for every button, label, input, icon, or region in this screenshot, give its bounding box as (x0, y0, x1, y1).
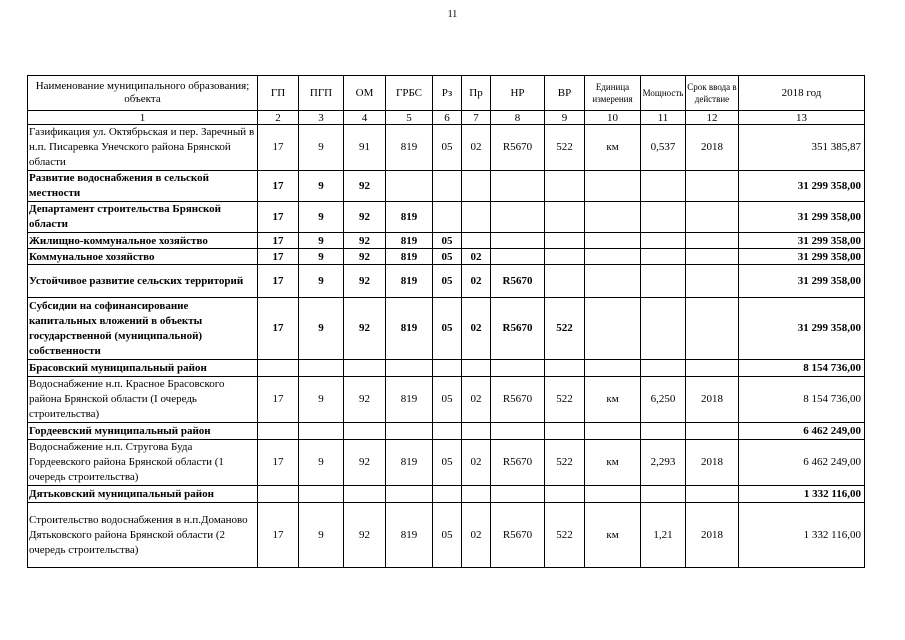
cell-unit: км (585, 377, 641, 423)
cell-unit (585, 249, 641, 265)
cell-grbs: 819 (386, 503, 433, 568)
cell-om: 92 (344, 249, 386, 265)
cell-unit (585, 265, 641, 298)
col-header-pr: Пр (462, 76, 491, 111)
cell-power (641, 233, 686, 249)
cell-power (641, 298, 686, 360)
cell-pgp: 9 (299, 202, 344, 233)
col-number: 4 (344, 111, 386, 125)
cell-empty (491, 360, 545, 377)
table-row-subtotal (28, 298, 865, 360)
cell-gp: 17 (258, 125, 299, 171)
cell-gp: 17 (258, 503, 299, 568)
col-number: 2 (258, 111, 299, 125)
cell-pr: 02 (462, 440, 491, 486)
col-header-pgp: ПГП (299, 76, 344, 111)
cell-vr (545, 171, 585, 202)
col-header-power: Мощность (641, 76, 686, 111)
cell-amount: 351 385,87 (739, 125, 865, 171)
table-row-district (28, 486, 865, 503)
cell-nr: R5670 (491, 265, 545, 298)
cell-nr (491, 171, 545, 202)
cell-amount: 6 462 249,00 (739, 440, 865, 486)
cell-rz: 05 (433, 125, 462, 171)
cell-empty (299, 486, 344, 503)
cell-grbs: 819 (386, 233, 433, 249)
col-number: 12 (686, 111, 739, 125)
cell-power: 2,293 (641, 440, 686, 486)
cell-grbs: 819 (386, 377, 433, 423)
cell-power (641, 202, 686, 233)
cell-term: 2018 (686, 440, 739, 486)
cell-empty (386, 423, 433, 440)
cell-empty (386, 486, 433, 503)
cell-om: 92 (344, 440, 386, 486)
cell-om: 92 (344, 377, 386, 423)
cell-vr: 522 (545, 377, 585, 423)
col-number: 11 (641, 111, 686, 125)
cell-unit: км (585, 125, 641, 171)
cell-amount: 31 299 358,00 (739, 298, 865, 360)
col-header-rz: Рз (433, 76, 462, 111)
cell-vr: 522 (545, 503, 585, 568)
cell-pr: 02 (462, 503, 491, 568)
cell-om: 92 (344, 171, 386, 202)
cell-gp: 17 (258, 202, 299, 233)
cell-amount: 8 154 736,00 (739, 360, 865, 377)
cell-amount: 1 332 116,00 (739, 503, 865, 568)
cell-amount: 31 299 358,00 (739, 233, 865, 249)
cell-amount: 31 299 358,00 (739, 249, 865, 265)
cell-vr: 522 (545, 298, 585, 360)
cell-empty (344, 360, 386, 377)
col-number: 10 (585, 111, 641, 125)
cell-name: Гордеевский муниципальный район (28, 423, 258, 440)
cell-vr (545, 265, 585, 298)
cell-name: Водоснабжение н.п. Стругова Буда Гордеевского района Брянской области (1 очередь строительства) (28, 440, 258, 486)
col-number: 8 (491, 111, 545, 125)
cell-empty (258, 486, 299, 503)
cell-grbs (386, 171, 433, 202)
cell-pr: 02 (462, 265, 491, 298)
cell-term (686, 202, 739, 233)
cell-power: 0,537 (641, 125, 686, 171)
cell-rz: 05 (433, 265, 462, 298)
cell-gp: 17 (258, 171, 299, 202)
cell-name: Субсидии на софинансирование капитальных вложений в объекты государственной (муниципальной) собственности (28, 298, 258, 360)
col-header-nr: НР (491, 76, 545, 111)
cell-vr: 522 (545, 440, 585, 486)
cell-unit: км (585, 440, 641, 486)
cell-pgp: 9 (299, 440, 344, 486)
cell-gp: 17 (258, 249, 299, 265)
cell-pr: 02 (462, 249, 491, 265)
cell-nr: R5670 (491, 298, 545, 360)
cell-rz: 05 (433, 233, 462, 249)
cell-unit: км (585, 503, 641, 568)
cell-empty (641, 486, 686, 503)
cell-om: 92 (344, 503, 386, 568)
cell-nr (491, 233, 545, 249)
cell-gp: 17 (258, 440, 299, 486)
cell-name: Водоснабжение н.п. Красное Брасовского района Брянской области (I очередь строительства) (28, 377, 258, 423)
col-number: 3 (299, 111, 344, 125)
cell-pgp: 9 (299, 249, 344, 265)
cell-empty (491, 486, 545, 503)
cell-amount: 8 154 736,00 (739, 377, 865, 423)
cell-empty (462, 486, 491, 503)
page-number: 11 (447, 9, 458, 20)
cell-pgp: 9 (299, 233, 344, 249)
cell-empty (258, 360, 299, 377)
cell-pgp: 9 (299, 265, 344, 298)
cell-amount: 1 332 116,00 (739, 486, 865, 503)
cell-empty (299, 423, 344, 440)
col-number: 7 (462, 111, 491, 125)
cell-name: Газификация ул. Октябрьская и пер. Заречный в н.п. Писаревка Унечского района Брянской области (28, 125, 258, 171)
cell-vr (545, 202, 585, 233)
cell-name: Развитие водоснабжения в сельской местности (28, 171, 258, 202)
cell-rz (433, 171, 462, 202)
cell-empty (545, 423, 585, 440)
cell-rz: 05 (433, 249, 462, 265)
cell-empty (433, 360, 462, 377)
cell-pr (462, 202, 491, 233)
cell-rz: 05 (433, 298, 462, 360)
cell-grbs: 819 (386, 249, 433, 265)
cell-pgp: 9 (299, 503, 344, 568)
cell-vr (545, 249, 585, 265)
cell-empty (641, 423, 686, 440)
col-header-name: Наименование муниципального образования; объекта (28, 76, 258, 111)
col-number: 13 (739, 111, 865, 125)
cell-om: 92 (344, 265, 386, 298)
cell-power (641, 171, 686, 202)
cell-nr: R5670 (491, 503, 545, 568)
cell-vr (545, 233, 585, 249)
cell-nr: R5670 (491, 440, 545, 486)
cell-gp: 17 (258, 265, 299, 298)
cell-gp: 17 (258, 377, 299, 423)
cell-nr (491, 249, 545, 265)
cell-amount: 31 299 358,00 (739, 202, 865, 233)
col-number: 6 (433, 111, 462, 125)
cell-amount: 6 462 249,00 (739, 423, 865, 440)
cell-om: 92 (344, 298, 386, 360)
table-row-object (28, 125, 865, 171)
col-header-term: Срок ввода в действие (686, 76, 739, 111)
cell-empty (491, 423, 545, 440)
table-row-subtotal (28, 249, 865, 265)
cell-unit (585, 171, 641, 202)
cell-name: Департамент строительства Брянской области (28, 202, 258, 233)
cell-empty (641, 360, 686, 377)
cell-grbs: 819 (386, 298, 433, 360)
budget-table (27, 75, 865, 568)
cell-term (686, 265, 739, 298)
cell-name: Устойчивое развитие сельских территорий (28, 265, 258, 298)
cell-empty (433, 423, 462, 440)
col-number: 9 (545, 111, 585, 125)
table-row-subtotal (28, 265, 865, 298)
cell-term (686, 298, 739, 360)
cell-name: Жилищно-коммунальное хозяйство (28, 233, 258, 249)
cell-gp: 17 (258, 298, 299, 360)
cell-pgp: 9 (299, 171, 344, 202)
cell-pr: 02 (462, 125, 491, 171)
cell-term: 2018 (686, 377, 739, 423)
cell-amount: 31 299 358,00 (739, 265, 865, 298)
cell-grbs: 819 (386, 440, 433, 486)
table-row-district (28, 360, 865, 377)
cell-empty (545, 486, 585, 503)
table-header-row (28, 76, 865, 111)
cell-name: Брасовский муниципальный район (28, 360, 258, 377)
cell-name: Дятьковский муниципальный район (28, 486, 258, 503)
cell-term (686, 249, 739, 265)
cell-term: 2018 (686, 125, 739, 171)
col-header-unit: Единица измерения (585, 76, 641, 111)
cell-nr: R5670 (491, 125, 545, 171)
cell-power: 6,250 (641, 377, 686, 423)
cell-term (686, 171, 739, 202)
table-row-subtotal (28, 202, 865, 233)
cell-empty (386, 360, 433, 377)
cell-rz: 05 (433, 440, 462, 486)
cell-nr: R5670 (491, 377, 545, 423)
cell-amount: 31 299 358,00 (739, 171, 865, 202)
cell-om: 92 (344, 202, 386, 233)
cell-grbs: 819 (386, 125, 433, 171)
cell-power (641, 265, 686, 298)
cell-pr: 02 (462, 298, 491, 360)
cell-term (686, 233, 739, 249)
table-row-district (28, 423, 865, 440)
cell-empty (686, 423, 739, 440)
cell-om: 91 (344, 125, 386, 171)
col-header-om: ОМ (344, 76, 386, 111)
cell-empty (462, 360, 491, 377)
cell-power: 1,21 (641, 503, 686, 568)
col-number: 1 (28, 111, 258, 125)
cell-grbs: 819 (386, 265, 433, 298)
cell-name: Коммунальное хозяйство (28, 249, 258, 265)
table-row-object (28, 503, 865, 568)
cell-om: 92 (344, 233, 386, 249)
cell-empty (545, 360, 585, 377)
cell-pr (462, 171, 491, 202)
cell-vr: 522 (545, 125, 585, 171)
column-number-row (28, 111, 865, 125)
table-row-object (28, 377, 865, 423)
cell-empty (258, 423, 299, 440)
cell-name: Строительство водоснабжения в н.п.Доманово Дятьковского района Брянской области (2 очередь строительства) (28, 503, 258, 568)
cell-empty (433, 486, 462, 503)
cell-empty (686, 360, 739, 377)
col-number: 5 (386, 111, 433, 125)
cell-gp: 17 (258, 233, 299, 249)
cell-empty (686, 486, 739, 503)
cell-empty (585, 486, 641, 503)
table-row-object (28, 440, 865, 486)
cell-term: 2018 (686, 503, 739, 568)
cell-empty (585, 423, 641, 440)
cell-empty (344, 423, 386, 440)
col-header-grbs: ГРБС (386, 76, 433, 111)
cell-unit (585, 233, 641, 249)
cell-pgp: 9 (299, 377, 344, 423)
col-header-vr: ВР (545, 76, 585, 111)
cell-grbs: 819 (386, 202, 433, 233)
cell-empty (299, 360, 344, 377)
cell-empty (585, 360, 641, 377)
table-row-subtotal (28, 233, 865, 249)
col-header-year: 2018 год (739, 76, 865, 111)
cell-rz (433, 202, 462, 233)
cell-rz: 05 (433, 377, 462, 423)
cell-pr (462, 233, 491, 249)
cell-power (641, 249, 686, 265)
cell-unit (585, 202, 641, 233)
cell-rz: 05 (433, 503, 462, 568)
cell-pgp: 9 (299, 298, 344, 360)
cell-pgp: 9 (299, 125, 344, 171)
cell-empty (462, 423, 491, 440)
table-row-subtotal (28, 171, 865, 202)
col-header-gp: ГП (258, 76, 299, 111)
cell-unit (585, 298, 641, 360)
cell-pr: 02 (462, 377, 491, 423)
cell-nr (491, 202, 545, 233)
cell-empty (344, 486, 386, 503)
